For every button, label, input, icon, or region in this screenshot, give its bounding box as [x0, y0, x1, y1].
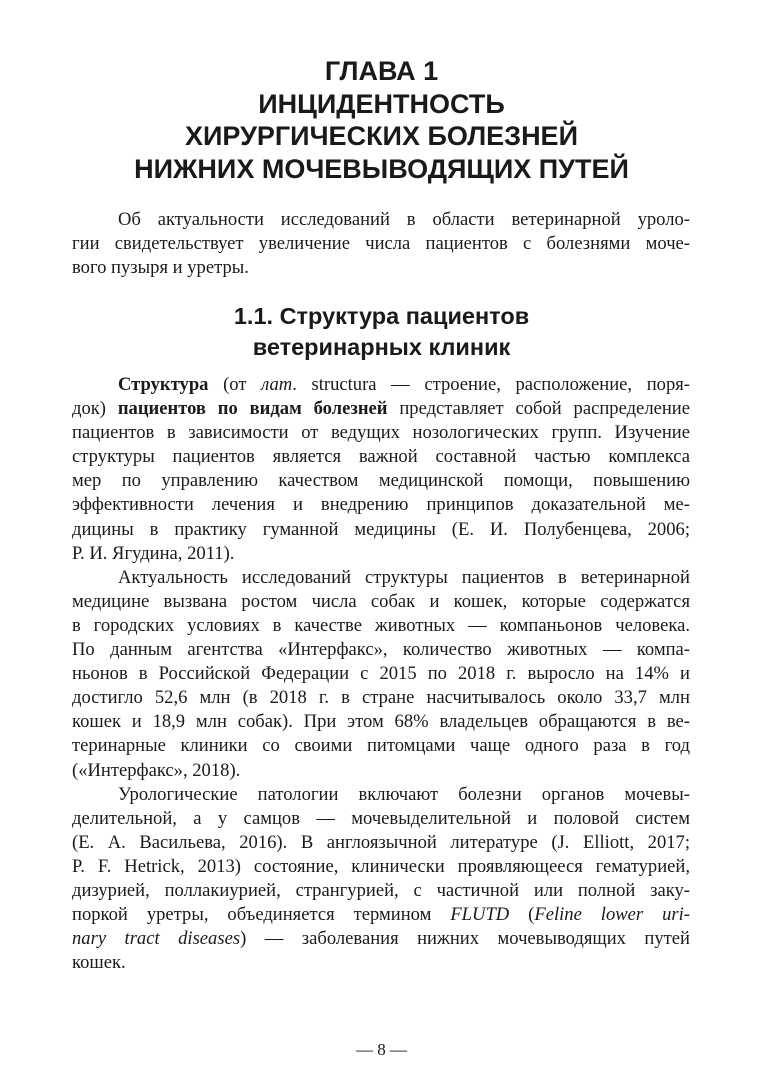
paragraph-structure	[72, 373, 690, 975]
text-line: структуры пациентов является важной составной частью комплекса	[72, 446, 690, 468]
term-italic: Feline lower uri-	[534, 904, 690, 926]
text-line: P. F. Hetrick, 2013) состояние, клинически проявляющееся гематурией,	[72, 855, 690, 877]
text-line: По данным агентства «Интерфакс», количество животных — компа-	[72, 639, 690, 661]
text-line: кошек и 18,9 млн собак). При этом 68% владельцев обращаются в ве-	[72, 711, 690, 733]
term-bold: Структура	[118, 374, 209, 395]
section-heading	[0, 301, 763, 363]
text-line: ньонов в Российской Федерации с 2015 по 2018 г. выросло на 14% и	[72, 663, 690, 685]
text-line: Урологические патологии включают болезни органов мочевы-	[118, 783, 690, 805]
text-line: теринарные клиники со своими питомцами чаще одного раза в год	[72, 735, 690, 757]
text-line: nary tract diseases) — заболевания нижних мочевыводящих путей	[72, 928, 690, 950]
term-bold: пациентов по видам болезней	[117, 398, 388, 420]
text-line: Об актуальности исследований в области ветеринарной уроло-	[118, 209, 690, 230]
chapter-title	[0, 55, 763, 185]
text-line: кошек.	[72, 952, 126, 974]
text-line: мер по управлению качеством медицинской помощи, повышению	[72, 470, 690, 492]
text-line: (Е. А. Васильева, 2016). В англоязычной литературе (J. Elliott, 2017;	[72, 831, 690, 853]
text-line: гии свидетельствует увеличение числа пациентов с болезнями моче-	[72, 233, 690, 255]
text-line: («Интерфакс», 2018).	[72, 759, 241, 781]
text-line: поркой уретры, объединяется термином FLUTD (Feline lower uri-	[72, 904, 690, 926]
term-italic: nary tract diseases	[72, 928, 241, 950]
abbr-italic: лат	[261, 374, 293, 395]
page-number: — 8 —	[356, 1040, 407, 1059]
text-line: пациентов в зависимости от ведущих нозологических групп. Изучение	[72, 422, 690, 444]
text-line: док) пациентов по видам болезней представляет собой распределение	[72, 398, 691, 420]
text-line: дицины в практику гуманной медицины (Е. И. Полубенцева, 2006;	[72, 518, 690, 540]
term-italic: FLUTD	[450, 904, 510, 926]
text-line: в городских условиях в качестве животных — компаньонов человека.	[72, 614, 690, 636]
text-line: эффективности лечения и внедрению принципов доказательной ме-	[72, 494, 690, 516]
section-heading-line: ветеринарных клиник	[252, 334, 511, 360]
text-line: достигло 52,6 млн (в 2018 г. в стране насчитывалось около 33,7 млн	[72, 687, 690, 709]
text-line: Актуальность исследований структуры пациентов в ветеринарной	[118, 566, 690, 588]
chapter-title-line: ГЛАВА 1	[324, 56, 439, 86]
intro-paragraph	[72, 208, 690, 280]
chapter-title-line: ИНЦИДЕНТНОСТЬ	[258, 88, 505, 119]
text-line: дизурией, поллакиурией, странгурией, с частичной или полной заку-	[72, 879, 690, 901]
chapter-title-line: ХИРУРГИЧЕСКИХ БОЛЕЗНЕЙ	[185, 121, 578, 151]
chapter-title-line: НИЖНИХ МОЧЕВЫВОДЯЩИХ ПУТЕЙ	[134, 153, 629, 184]
section-heading-line: 1.1. Структура пациентов	[233, 303, 530, 329]
text-line: медицине вызвана ростом числа собак и кошек, которые содержатся	[72, 590, 690, 612]
text-line: Р. И. Ягудина, 2011).	[72, 542, 235, 564]
text-line: Структура (от лат. structura — строение, расположение, поря-	[118, 374, 690, 395]
text-line: делительной, а у самцов — мочевыделительной и половой систем	[72, 807, 690, 829]
text-line: вого пузыря и уретры.	[72, 257, 249, 279]
